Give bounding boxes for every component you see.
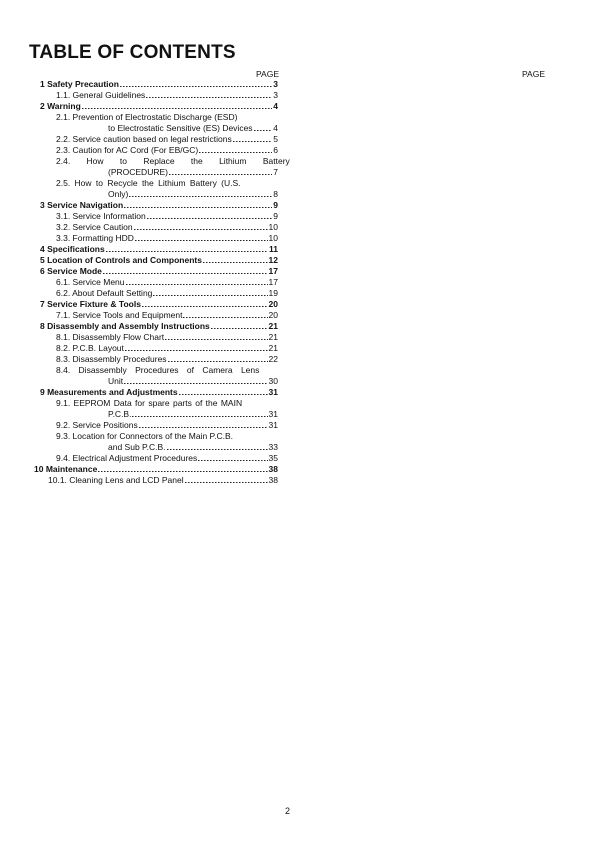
toc-entry-2-3[interactable]: 2.3. Caution for AC Cord (For EB/GC) 6 [56, 145, 278, 155]
toc-entry-9-4[interactable]: 9.4. Electrical Adjustment Procedures 35 [56, 453, 278, 463]
toc-entry-8-4-line2[interactable]: Unit 30 [108, 376, 278, 386]
toc-entry-2-4-line2[interactable]: (PROCEDURE) 7 [108, 167, 278, 177]
toc-entry-6-1[interactable]: 6.1. Service Menu 17 [56, 277, 278, 287]
toc-entry-9-3-line2[interactable]: and Sub P.C.B. 33 [108, 442, 278, 452]
toc-entry-9-2[interactable]: 9.2. Service Positions 31 [56, 420, 278, 430]
toc-entry-7-1[interactable]: 7.1. Service Tools and Equipment 20 [56, 310, 278, 320]
toc-entry-6-2[interactable]: 6.2. About Default Setting 19 [56, 288, 278, 298]
toc-entry-1-1[interactable]: 1.1. General Guidelines 3 [56, 90, 278, 100]
toc-entry-2-1-line1[interactable]: 2.1. Prevention of Electrostatic Discharge (ESD) [56, 112, 238, 122]
page-title: TABLE OF CONTENTS [29, 42, 236, 63]
toc-entry-8-3[interactable]: 8.3. Disassembly Procedures 22 [56, 354, 278, 364]
page-column-header-right: PAGE [522, 69, 545, 79]
toc-entry-9-1-line2[interactable]: P.C.B. 31 [108, 409, 278, 419]
toc-entry-4[interactable]: 4 Specifications 11 [40, 244, 278, 254]
toc-entry-7[interactable]: 7 Service Fixture & Tools 20 [40, 299, 278, 309]
toc-entry-3-1[interactable]: 3.1. Service Information 9 [56, 211, 278, 221]
toc-entry-2-5-line2[interactable]: Only) 8 [108, 189, 278, 199]
toc-entry-9[interactable]: 9 Measurements and Adjustments 31 [40, 387, 278, 397]
toc-entry-3-2[interactable]: 3.2. Service Caution 10 [56, 222, 278, 232]
toc-entry-9-3-line1[interactable]: 9.3. Location for Connectors of the Main P.C.B. [56, 431, 234, 441]
page-number: 2 [285, 806, 291, 816]
toc-entry-2[interactable]: 2 Warning 4 [40, 101, 278, 111]
toc-entry-10-1[interactable]: 10.1. Cleaning Lens and LCD Panel 38 [48, 475, 278, 485]
toc-entry-3-3[interactable]: 3.3. Formatting HDD 10 [56, 233, 278, 243]
toc-entry-2-4-line1[interactable]: 2.4. How to Replace the Lithium Battery [56, 156, 290, 166]
toc-entry-6[interactable]: 6 Service Mode 17 [40, 266, 278, 276]
toc-entry-8-2[interactable]: 8.2. P.C.B. Layout 21 [56, 343, 278, 353]
toc-entry-1[interactable]: 1 Safety Precaution 3 [40, 79, 278, 89]
toc-entry-2-5-line1[interactable]: 2.5. How to Recycle the Lithium Battery (U.S. [56, 178, 241, 188]
page-column-header: PAGE [256, 69, 279, 79]
toc-entry-2-1-line2[interactable]: to Electrostatic Sensitive (ES) Devices 4 [108, 123, 278, 133]
toc-entry-5[interactable]: 5 Location of Controls and Components 12 [40, 255, 278, 265]
table-of-contents [34, 79, 290, 486]
toc-entry-8[interactable]: 8 Disassembly and Assembly Instructions 21 [40, 321, 278, 331]
toc-entry-9-1-line1[interactable]: 9.1. EEPROM Data for spare parts of the MAIN [56, 398, 243, 408]
toc-entry-2-2[interactable]: 2.2. Service caution based on legal restrictions 5 [56, 134, 278, 144]
toc-entry-8-4-line1[interactable]: 8.4. Disassembly Procedures of Camera Lens [56, 365, 260, 375]
toc-entry-8-1[interactable]: 8.1. Disassembly Flow Chart 21 [56, 332, 278, 342]
toc-entry-10[interactable]: 10 Maintenance 38 [34, 464, 278, 474]
toc-entry-3[interactable]: 3 Service Navigation 9 [40, 200, 278, 210]
